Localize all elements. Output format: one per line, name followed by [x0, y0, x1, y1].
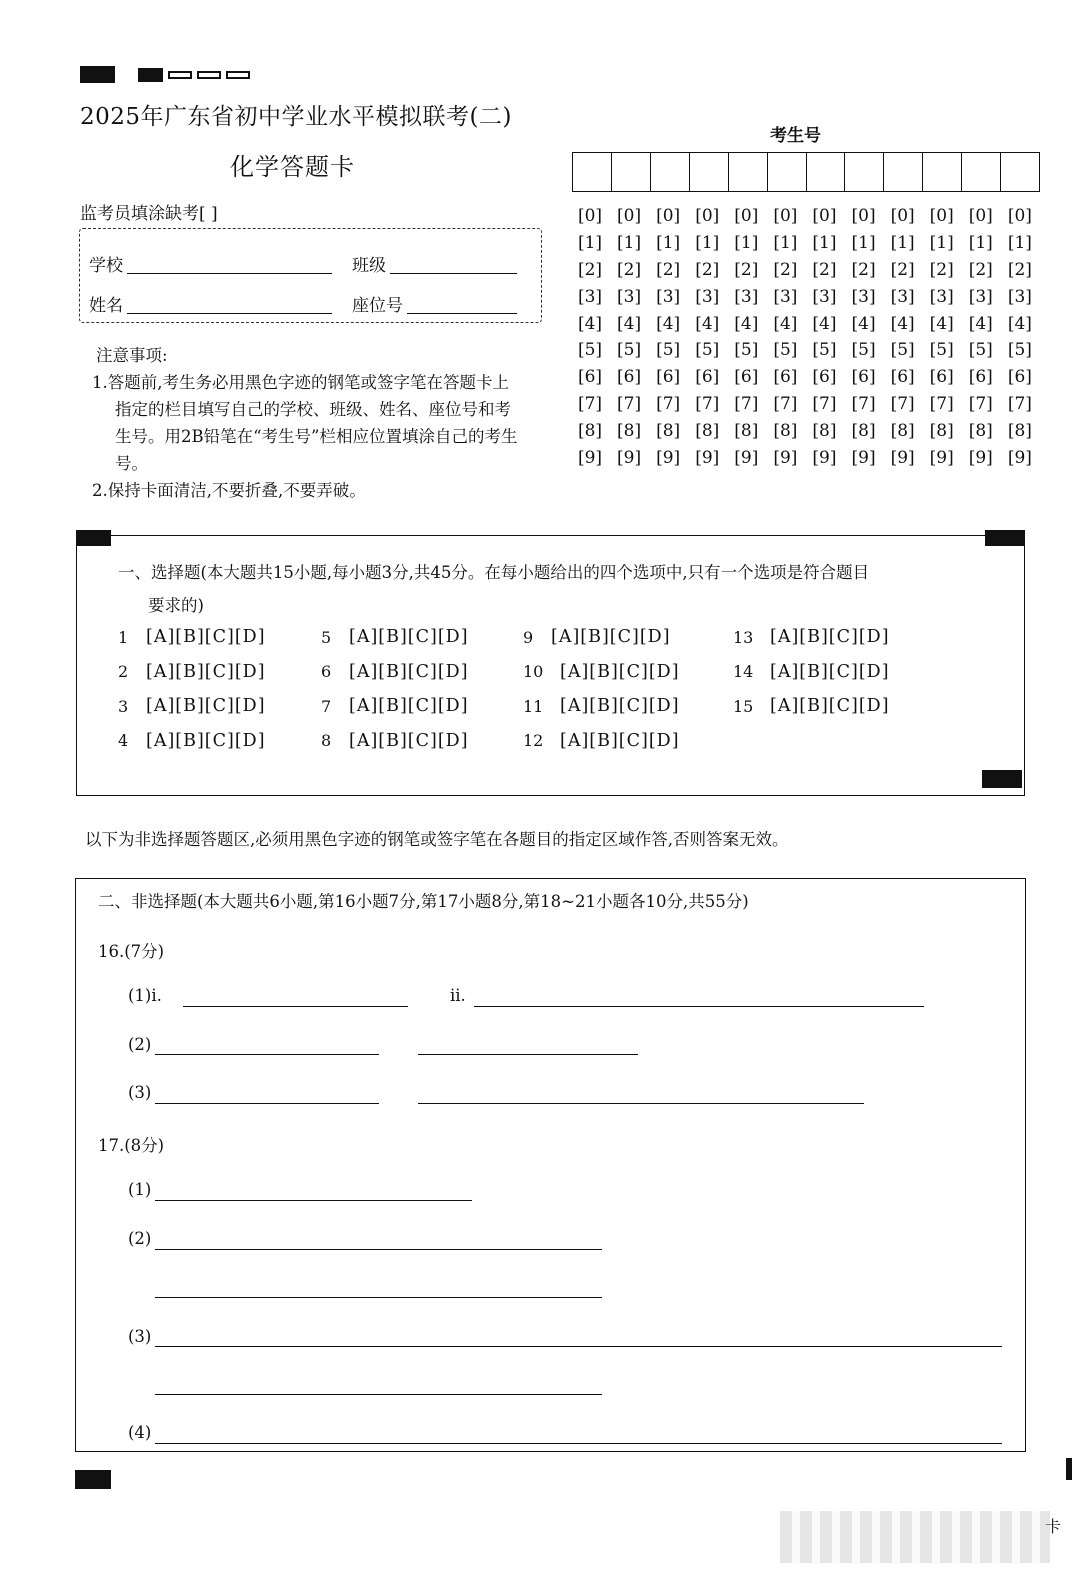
student-id-bubble[interactable]: [8]: [577, 420, 603, 441]
bubble-row: [572, 444, 1038, 471]
mc-question-number: 4: [118, 731, 129, 751]
mc-question-row: [118, 655, 266, 690]
student-id-bubble[interactable]: [0]: [734, 206, 759, 227]
student-id-digit-box[interactable]: [573, 153, 612, 191]
student-id-bubble[interactable]: [8]: [773, 420, 798, 441]
mc-column-3: [523, 620, 680, 758]
student-id-bubble[interactable]: [2]: [656, 259, 681, 280]
bubble-row: [572, 417, 1038, 444]
q17-part4-answer-line[interactable]: [155, 1443, 1002, 1444]
student-id-bubble[interactable]: [8]: [812, 420, 837, 441]
student-id-digit-box[interactable]: [845, 153, 884, 191]
q17-part2-label: (2): [128, 1229, 152, 1248]
student-id-bubble[interactable]: [4]: [656, 313, 681, 334]
q17-part3-label: (3): [128, 1327, 152, 1346]
mc-question-row: [118, 620, 266, 655]
student-id-bubble[interactable]: [6]: [929, 367, 954, 388]
q17-part2-answer-line-2[interactable]: [155, 1297, 602, 1298]
student-id-digit-box[interactable]: [651, 153, 690, 191]
student-id-bubble[interactable]: [9]: [890, 447, 915, 468]
student-id-digit-box[interactable]: [768, 153, 807, 191]
mc-answer-options[interactable]: [A][B][C][D]: [770, 661, 890, 682]
bubble-row: [572, 257, 1038, 284]
proctor-absent-field[interactable]: 监考员填涂缺考[ ]: [80, 204, 218, 224]
bubble-row: [572, 230, 1038, 257]
mc-answer-options[interactable]: [A][B][C][D]: [560, 696, 680, 717]
student-id-bubble[interactable]: [4]: [968, 313, 993, 334]
student-id-bubble[interactable]: [7]: [968, 393, 993, 414]
q17-part2-answer-line-1[interactable]: [155, 1249, 602, 1250]
mc-question-number: 15: [733, 696, 754, 716]
q16-part3-label: (3): [128, 1083, 152, 1102]
student-id-bubble[interactable]: [0]: [968, 206, 993, 227]
student-id-bubble[interactable]: [7]: [851, 393, 876, 414]
student-id-digit-box[interactable]: [962, 153, 1001, 191]
student-id-bubble[interactable]: [4]: [890, 313, 915, 334]
non-choice-section: [75, 878, 1026, 1452]
registration-mark-sec1-left: [76, 530, 111, 546]
bubble-row: [572, 203, 1038, 230]
student-id-bubble[interactable]: [1]: [812, 233, 837, 254]
q16-part1-ii-answer-line[interactable]: [474, 1006, 924, 1007]
mc-answer-options[interactable]: [A][B][C][D]: [560, 730, 680, 751]
mc-question-row: [733, 655, 890, 690]
student-id-bubble[interactable]: [1]: [929, 233, 954, 254]
mc-answer-options[interactable]: [A][B][C][D]: [560, 661, 680, 682]
school-label: 学校: [89, 256, 123, 276]
mc-answer-options[interactable]: [A][B][C][D]: [146, 661, 266, 682]
student-id-bubble[interactable]: [1]: [577, 233, 603, 254]
student-id-bubble[interactable]: [2]: [968, 259, 993, 280]
mc-question-number: 11: [523, 696, 544, 716]
student-info-box: [79, 228, 542, 323]
mc-question-number: 14: [733, 662, 754, 682]
mc-question-row: [321, 724, 469, 759]
student-id-bubble[interactable]: [1]: [734, 233, 759, 254]
id-mark-2: [197, 71, 221, 79]
student-id-bubble[interactable]: [2]: [695, 259, 720, 280]
mc-answer-options[interactable]: [A][B][C][D]: [146, 730, 266, 751]
mc-answer-options[interactable]: [A][B][C][D]: [770, 696, 890, 717]
student-id-bubble[interactable]: [7]: [617, 393, 642, 414]
bubble-row: [572, 283, 1038, 310]
student-id-bubble[interactable]: [6]: [695, 367, 720, 388]
student-id-bubble[interactable]: [9]: [851, 447, 876, 468]
student-id-bubble[interactable]: [2]: [773, 259, 798, 280]
student-id-digit-box[interactable]: [729, 153, 768, 191]
student-id-bubble[interactable]: [5]: [695, 340, 720, 361]
q17-part3-answer-line-1[interactable]: [155, 1346, 1002, 1347]
student-id-bubble[interactable]: [6]: [773, 367, 798, 388]
mc-question-row: [523, 724, 680, 759]
student-id-bubble[interactable]: [4]: [617, 313, 642, 334]
mc-column-2: [321, 620, 469, 758]
q16-title: 16.(7分): [98, 942, 165, 961]
name-label: 姓名: [89, 296, 123, 316]
student-id-bubble[interactable]: [5]: [812, 340, 837, 361]
mc-question-row: [321, 620, 469, 655]
student-id-bubble[interactable]: [2]: [577, 259, 603, 280]
student-id-bubble[interactable]: [0]: [890, 206, 915, 227]
student-id-digit-box[interactable]: [923, 153, 962, 191]
student-id-bubble[interactable]: [7]: [695, 393, 720, 414]
mc-question-row: [523, 620, 680, 655]
student-id-bubble[interactable]: [5]: [656, 340, 681, 361]
q17-part3-answer-line-2[interactable]: [155, 1394, 602, 1395]
mc-column-1: [118, 620, 266, 758]
student-id-bubble[interactable]: [8]: [617, 420, 642, 441]
q16-part1-ii-label: ⅱ.: [450, 986, 466, 1005]
student-id-bubble[interactable]: [0]: [695, 206, 720, 227]
student-id-bubble[interactable]: [2]: [1007, 259, 1032, 280]
student-id-bubble[interactable]: [7]: [812, 393, 837, 414]
student-id-bubble[interactable]: [3]: [617, 286, 642, 307]
student-id-bubble[interactable]: [8]: [929, 420, 954, 441]
seat-field[interactable]: [407, 313, 517, 314]
footer-text: 卡: [1045, 1517, 1062, 1536]
q16-part1-i-answer-line[interactable]: [183, 1006, 408, 1007]
mc-question-number: 3: [118, 696, 129, 716]
student-id-bubble[interactable]: [0]: [929, 206, 954, 227]
student-id-bubble[interactable]: [8]: [851, 420, 876, 441]
student-id-bubble[interactable]: [2]: [851, 259, 876, 280]
student-id-bubble[interactable]: [0]: [656, 206, 681, 227]
id-mark-1: [168, 71, 192, 79]
student-id-bubble[interactable]: [9]: [812, 447, 837, 468]
student-id-bubble[interactable]: [2]: [812, 259, 837, 280]
mc-question-row: [118, 689, 266, 724]
bubble-row: [572, 391, 1038, 418]
student-id-bubble[interactable]: [4]: [773, 313, 798, 334]
q16-part3-answer-line-2[interactable]: [418, 1103, 864, 1104]
bubble-row: [572, 364, 1038, 391]
note-item-1: 1.答题前,考生务必用黑色字迹的钢笔或签字笔在答题卡上指定的栏目填写自己的学校、班级、姓名、座位号和考生号。用2B铅笔在“考生号”栏相应位置填涂自己的考生号。: [92, 373, 518, 473]
student-id-bubble[interactable]: [6]: [577, 367, 603, 388]
mc-question-row: [733, 620, 890, 655]
registration-mark-bottom-left: [75, 1470, 111, 1489]
q16-part2-label: (2): [128, 1035, 152, 1054]
mc-question-number: 9: [523, 627, 534, 647]
student-id-bubble[interactable]: [7]: [1007, 393, 1032, 414]
multiple-choice-heading-line2: 要求的): [148, 596, 204, 615]
multiple-choice-heading: [118, 556, 1008, 622]
non-choice-instruction: 以下为非选择题答题区,必须用黑色字迹的钢笔或签字笔在各题目的指定区域作答,否则答案无效。: [85, 830, 789, 849]
student-id-bubble[interactable]: [8]: [890, 420, 915, 441]
student-id-bubble[interactable]: [4]: [695, 313, 720, 334]
student-id-bubble[interactable]: [9]: [695, 447, 720, 468]
student-id-bubble[interactable]: [6]: [812, 367, 837, 388]
student-id-digit-box[interactable]: [690, 153, 729, 191]
student-id-bubble[interactable]: [9]: [734, 447, 759, 468]
student-id-bubble[interactable]: [8]: [656, 420, 681, 441]
student-id-bubble[interactable]: [9]: [617, 447, 642, 468]
registration-mark-top-left: [80, 66, 115, 83]
student-id-bubble[interactable]: [9]: [1007, 447, 1032, 468]
student-id-bubble[interactable]: [9]: [773, 447, 798, 468]
mc-question-number: 12: [523, 731, 544, 751]
student-id-bubble[interactable]: [3]: [734, 286, 759, 307]
student-id-bubble[interactable]: [3]: [1007, 286, 1032, 307]
mc-question-number: 2: [118, 662, 129, 682]
student-id-bubble[interactable]: [6]: [851, 367, 876, 388]
student-id-bubble[interactable]: [6]: [968, 367, 993, 388]
student-id-bubble[interactable]: [6]: [734, 367, 759, 388]
seat-label: 座位号: [352, 296, 403, 316]
student-id-bubble[interactable]: [1]: [695, 233, 720, 254]
mc-question-row: [118, 724, 266, 759]
student-id-bubble[interactable]: [6]: [890, 367, 915, 388]
student-id-bubble[interactable]: [4]: [929, 313, 954, 334]
student-id-digit-box[interactable]: [1001, 153, 1039, 191]
mc-answer-options[interactable]: [A][B][C][D]: [551, 627, 671, 648]
student-id-bubble[interactable]: [1]: [773, 233, 798, 254]
student-id-bubble[interactable]: [5]: [1007, 340, 1032, 361]
student-id-bubble[interactable]: [7]: [656, 393, 681, 414]
school-field[interactable]: [127, 273, 332, 274]
student-id-bubble[interactable]: [5]: [851, 340, 876, 361]
student-id-bubble[interactable]: [4]: [851, 313, 876, 334]
notes: [92, 342, 522, 504]
student-id-bubble[interactable]: [5]: [577, 340, 603, 361]
student-id-bubble[interactable]: [5]: [968, 340, 993, 361]
page-footer-barcode: [780, 1511, 1050, 1563]
student-id-bubble[interactable]: [5]: [890, 340, 915, 361]
mc-question-row: [321, 655, 469, 690]
student-id-bubble[interactable]: [2]: [929, 259, 954, 280]
student-id-bubble-grid: [572, 203, 1038, 471]
student-id-bubble[interactable]: [4]: [1007, 313, 1032, 334]
mc-answer-options[interactable]: [A][B][C][D]: [349, 696, 469, 717]
student-id-bubble[interactable]: [8]: [734, 420, 759, 441]
student-id-bubble[interactable]: [8]: [968, 420, 993, 441]
q16-part2-answer-line-1[interactable]: [155, 1054, 379, 1055]
registration-mark-top: [138, 68, 163, 82]
student-id-bubble[interactable]: [5]: [773, 340, 798, 361]
class-label: 班级: [352, 256, 386, 276]
mc-question-number: 7: [321, 696, 332, 716]
student-id-bubble[interactable]: [2]: [734, 259, 759, 280]
mc-question-row: [523, 689, 680, 724]
student-id-bubble[interactable]: [7]: [890, 393, 915, 414]
student-id-label: 考生号: [770, 126, 821, 146]
mc-answer-options[interactable]: [A][B][C][D]: [146, 696, 266, 717]
student-id-bubble[interactable]: [1]: [968, 233, 993, 254]
registration-mark-sec1-bottom: [982, 770, 1022, 788]
student-id-bubble[interactable]: [7]: [773, 393, 798, 414]
student-id-bubble[interactable]: [3]: [773, 286, 798, 307]
student-id-bubble[interactable]: [3]: [851, 286, 876, 307]
q17-part4-label: (4): [128, 1423, 152, 1442]
student-id-digit-box[interactable]: [884, 153, 923, 191]
student-id-digit-box[interactable]: [612, 153, 651, 191]
q17-title: 17.(8分): [98, 1136, 165, 1155]
student-id-bubble[interactable]: [4]: [734, 313, 759, 334]
answer-card-subtitle: 化学答题卡: [230, 153, 355, 181]
student-id-bubble[interactable]: [8]: [695, 420, 720, 441]
student-id-bubble[interactable]: [1]: [617, 233, 642, 254]
q17-part1-answer-line[interactable]: [155, 1200, 472, 1201]
registration-mark-sec1-right: [985, 530, 1025, 546]
mc-question-row: [523, 655, 680, 690]
mc-answer-options[interactable]: [A][B][C][D]: [349, 661, 469, 682]
id-mark-3: [226, 71, 250, 79]
note-item-2: 2.保持卡面清洁,不要折叠,不要弄破。: [92, 481, 366, 500]
student-id-bubble[interactable]: [5]: [734, 340, 759, 361]
student-id-bubble[interactable]: [3]: [577, 286, 603, 307]
student-id-bubble[interactable]: [5]: [929, 340, 954, 361]
mc-question-number: 1: [118, 627, 129, 647]
student-id-bubble[interactable]: [0]: [812, 206, 837, 227]
q16-part1-label: (1)ⅰ.: [128, 986, 162, 1005]
registration-mark-bottom-right: [1066, 1458, 1072, 1480]
student-id-bubble[interactable]: [1]: [656, 233, 681, 254]
student-id-bubble[interactable]: [7]: [734, 393, 759, 414]
student-id-bubble[interactable]: [3]: [929, 286, 954, 307]
mc-question-number: 8: [321, 731, 332, 751]
notes-heading: 注意事项:: [96, 346, 168, 365]
student-id-bubble[interactable]: [3]: [812, 286, 837, 307]
student-id-bubble[interactable]: [0]: [1007, 206, 1032, 227]
mc-answer-options[interactable]: [A][B][C][D]: [770, 627, 890, 648]
student-id-bubble[interactable]: [9]: [968, 447, 993, 468]
class-field[interactable]: [390, 273, 517, 274]
q16-part3-answer-line-1[interactable]: [155, 1103, 379, 1104]
bubble-row: [572, 337, 1038, 364]
student-id-digit-box[interactable]: [807, 153, 846, 191]
student-id-bubble[interactable]: [3]: [695, 286, 720, 307]
bubble-row: [572, 310, 1038, 337]
mc-answer-options[interactable]: [A][B][C][D]: [146, 627, 266, 648]
mc-question-number: 5: [321, 627, 332, 647]
student-id-bubble[interactable]: [9]: [656, 447, 681, 468]
exam-title: 2025年广东省初中学业水平模拟联考(二): [80, 104, 512, 130]
q17-part1-label: (1): [128, 1180, 152, 1199]
student-id-bubble[interactable]: [4]: [812, 313, 837, 334]
student-id-bubble[interactable]: [1]: [1007, 233, 1032, 254]
student-id-bubble[interactable]: [9]: [929, 447, 954, 468]
student-id-bubble[interactable]: [2]: [890, 259, 915, 280]
student-id-bubble[interactable]: [6]: [1007, 367, 1032, 388]
mc-question-number: 6: [321, 662, 332, 682]
student-id-bubble[interactable]: [4]: [577, 313, 603, 334]
student-id-bubble[interactable]: [0]: [773, 206, 798, 227]
student-id-bubble[interactable]: [2]: [617, 259, 642, 280]
student-id-bubble[interactable]: [5]: [617, 340, 642, 361]
student-id-bubble[interactable]: [9]: [577, 447, 603, 468]
non-choice-heading: 二、非选择题(本大题共6小题,第16小题7分,第17小题8分,第18~21小题各10分,共55分): [98, 892, 749, 911]
student-id-bubble[interactable]: [1]: [851, 233, 876, 254]
student-id-bubble[interactable]: [0]: [577, 206, 603, 227]
mc-column-4: [733, 620, 890, 724]
q16-part2-answer-line-2[interactable]: [418, 1054, 638, 1055]
student-id-bubble[interactable]: [6]: [656, 367, 681, 388]
mc-question-number: 10: [523, 662, 544, 682]
student-id-bubble[interactable]: [3]: [890, 286, 915, 307]
mc-question-number: 13: [733, 627, 754, 647]
mc-question-row: [321, 689, 469, 724]
student-id-bubble[interactable]: [7]: [929, 393, 954, 414]
mc-answer-options[interactable]: [A][B][C][D]: [349, 730, 469, 751]
student-id-bubble[interactable]: [6]: [617, 367, 642, 388]
student-id-bubble[interactable]: [3]: [968, 286, 993, 307]
student-id-bubble[interactable]: [0]: [617, 206, 642, 227]
multiple-choice-heading-line1: 一、选择题(本大题共15小题,每小题3分,共45分。在每小题给出的四个选项中,只有一个选项是符合题目: [118, 563, 870, 582]
name-field[interactable]: [127, 313, 332, 314]
mc-answer-options[interactable]: [A][B][C][D]: [349, 627, 469, 648]
student-id-bubble[interactable]: [8]: [1007, 420, 1032, 441]
student-id-bubble[interactable]: [3]: [656, 286, 681, 307]
student-id-bubble[interactable]: [0]: [851, 206, 876, 227]
student-id-bubble[interactable]: [1]: [890, 233, 915, 254]
student-id-boxes: [572, 152, 1040, 192]
mc-question-row: [733, 689, 890, 724]
student-id-bubble[interactable]: [7]: [577, 393, 603, 414]
